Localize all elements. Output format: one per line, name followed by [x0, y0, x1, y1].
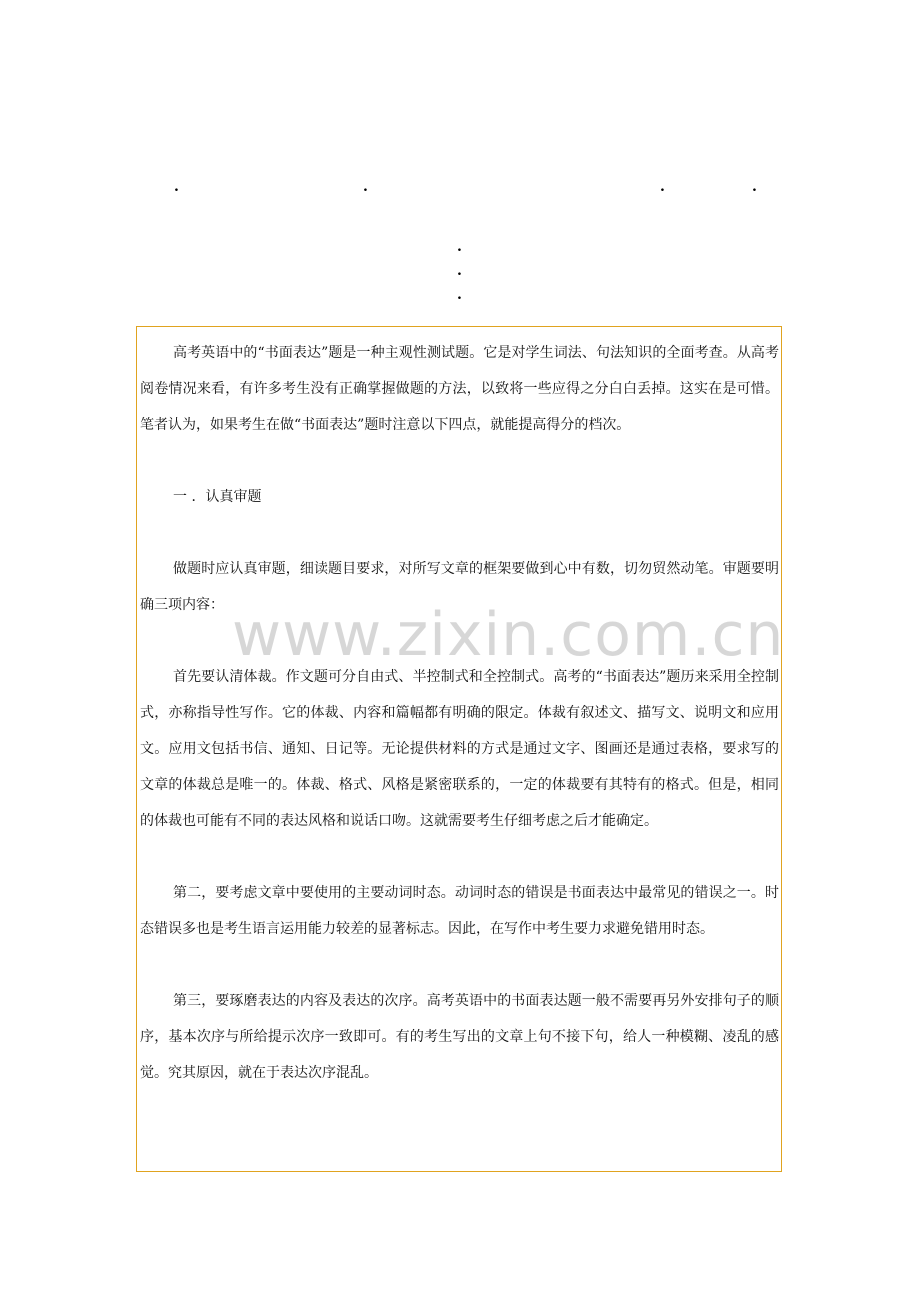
- article-box: [136, 326, 785, 1172]
- intro-paragraph: 高考英语中的“书面表达”题是一种主观性测试题。它是对学生词法、句法知识的全面考查。从高考阅卷情况来看，有许多考生没有正确掌握做题的方法，以致将一些应得之分白白丢掉。这实在是可惜。笔者认为，如果考生在做“书面表达”题时注意以下四点，就能提高得分的档次。: [140, 345, 779, 433]
- point1-paragraph: 首先要认清体裁。作文题可分自由式、半控制式和全控制式。高考的“书面表达”题历来采用全控制式，亦称指导性写作。它的体裁、内容和篇幅都有明确的限定。体裁有叙述文、描写文、说明文和应用文。应用文包括书信、通知、日记等。无论提供材料的方式是通过文字、图画还是通过表格，要求写的文章的体裁总是唯一的。体裁、格式、风格是紧密联系的，一定的体裁要有其特有的格式。但是，相同的体裁也可能有不同的表达风格和说话口吻。这就需要考生仔细考虑之后才能确定。: [140, 669, 779, 829]
- header-dot-col-1: .: [457, 239, 462, 255]
- header-dot-1: .: [174, 179, 179, 195]
- header-dot-2: .: [363, 179, 368, 195]
- header-dot-col-2: .: [457, 263, 462, 279]
- section-heading-1: 一 ．认真审题: [173, 489, 262, 505]
- point2-paragraph: 第二，要考虑文章中要使用的主要动词时态。动词时态的错误是书面表达中最常见的错误之一。时态错误多也是考生语言运用能力较差的显著标志。因此，在写作中考生要力求避免错用时态。: [140, 885, 779, 937]
- point3-paragraph: 第三，要琢磨表达的内容及表达的次序。高考英语中的书面表达题一般不需要再另外安排句子的顺序，基本次序与所给提示次序一致即可。有的考生写出的文章上句不接下句，给人一种模糊、凌乱的感觉。究其原因，就在于表达次序混乱。: [140, 993, 779, 1081]
- header-dot-col-3: .: [457, 287, 462, 303]
- header-dot-4: .: [752, 179, 757, 195]
- header-dot-3: .: [660, 179, 665, 195]
- section1-paragraph: 做题时应认真审题，细读题目要求，对所写文章的框架要做到心中有数，切勿贸然动笔。审题要明确三项内容：: [140, 561, 779, 613]
- watermark: www.zixin.com.cn: [232, 600, 785, 670]
